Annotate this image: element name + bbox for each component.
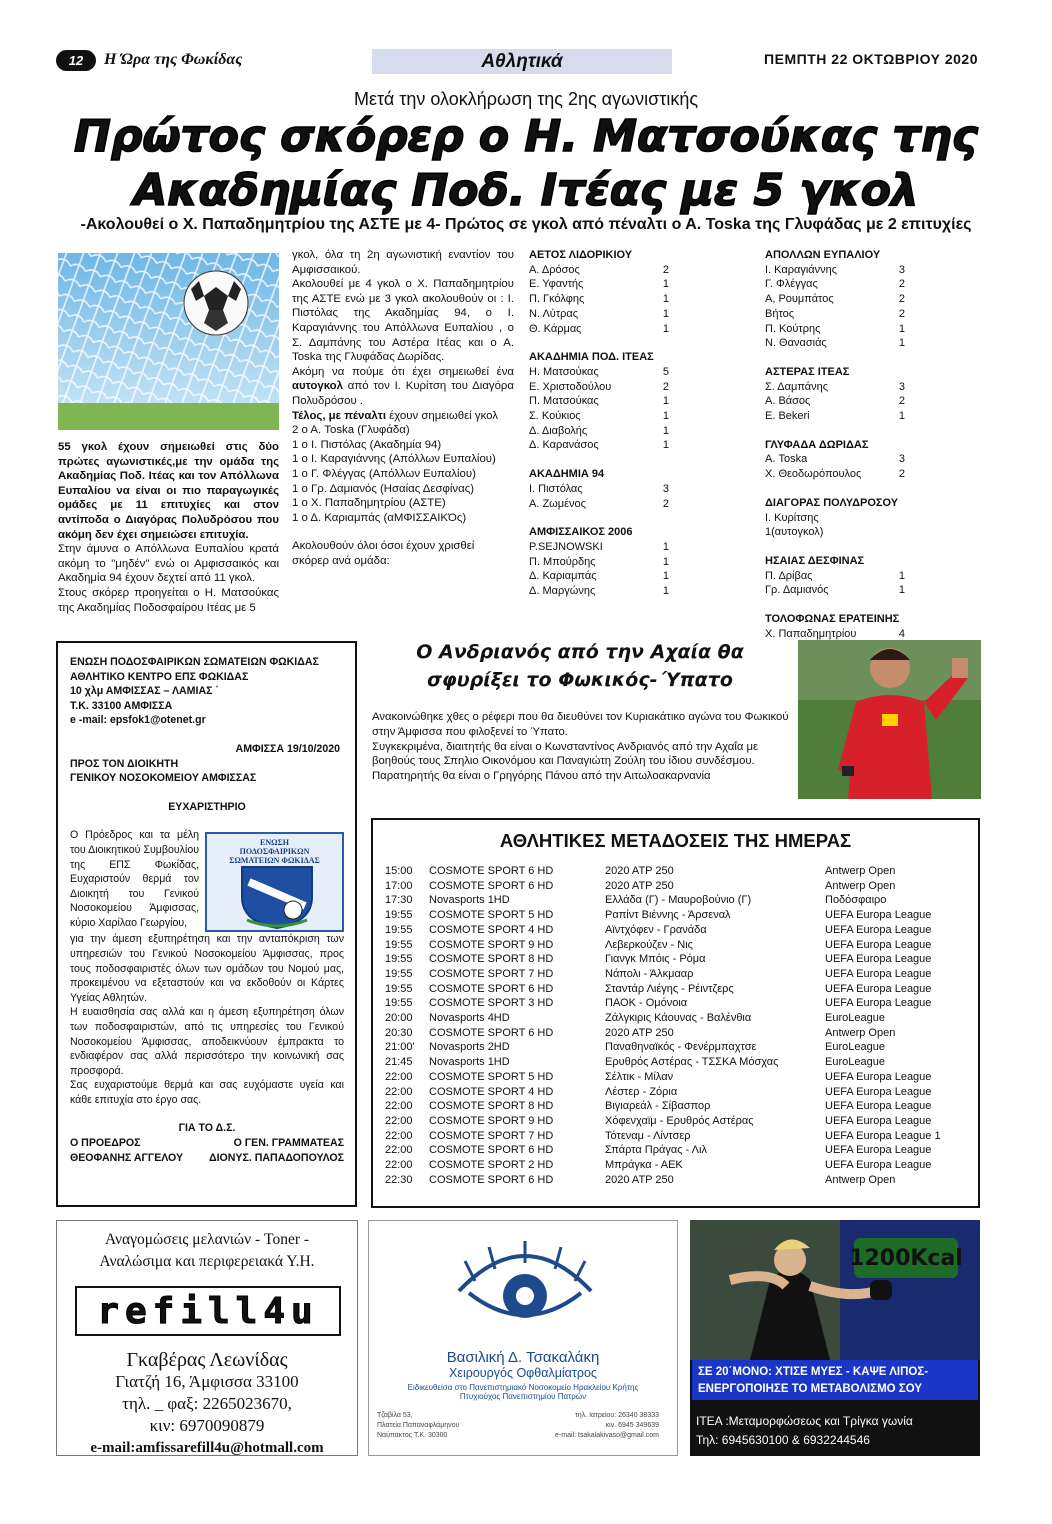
team-header: ΔΙΑΓΟΡΑΣ ΠΟΛΥΔΡΟΣΟΥ (765, 496, 899, 509)
scorer-row (765, 569, 905, 584)
scorer-row (529, 409, 669, 424)
event: Τότεναμ - Λίντσερ (605, 1129, 691, 1142)
gym-phone: Τηλ: 6945630100 & 6932244546 (696, 1433, 870, 1447)
scorer-name: Π. Ματσούκας (529, 395, 599, 408)
scorer-name: Δ. Μαργώνης (529, 585, 596, 598)
scorer-goals: 1 (898, 322, 905, 335)
channel: Novasports 4HD (429, 1012, 510, 1024)
channel: COSMOTE SPORT 6 HD (429, 1026, 554, 1039)
tv-listing-row (385, 1158, 931, 1173)
competition: Antwerp Open (825, 1026, 896, 1039)
scorer-name: Σ. Κούκιος (529, 410, 581, 423)
scorer-goals: 1 (662, 540, 669, 553)
scorer-goals: 1 (662, 424, 669, 437)
scorer-goals: 3 (898, 453, 905, 466)
scorer-name: Α. Ζωμένος (529, 497, 586, 510)
scorer-row (529, 365, 669, 380)
event: Ελλάδα (Γ) - Μαυροβούνιο (Γ) (605, 894, 752, 907)
broadcast-time: 20:00 (385, 1012, 413, 1024)
broadcast-time: 21:00' (385, 1041, 415, 1054)
scorer-row (529, 307, 669, 322)
channel: Novasports 2HD (429, 1041, 510, 1054)
letter-org: ΕΝΩΣΗ ΠΟΔΟΣΦΑΙΡΙΚΩΝ ΣΩΜΑΤΕΙΩΝ ΦΩΚΙΔΑΣ (70, 656, 319, 668)
scorer-goals: 3 (662, 482, 669, 495)
gym-ad (690, 1220, 980, 1456)
competition: Ποδόσφαιρο (825, 894, 887, 907)
competition: UEFA Europa League (825, 1070, 932, 1083)
scorer-row (529, 555, 669, 570)
letter-org: 10 χλμ ΑΜΦΙΣΣΑΣ – ΛΑΜΙΑΣ ΄ (70, 685, 219, 698)
scorer-row (765, 336, 905, 351)
scorer-row (529, 482, 669, 497)
channel: COSMOTE SPORT 3 HD (429, 997, 554, 1010)
penalty-line: 1 ο Γ. Φλέγγας (Απόλλων Ευπαλίου) (292, 467, 476, 480)
event: 2020 ATP 250 (605, 865, 674, 877)
penalty-line: 2 ο Α. Toska (Γλυφάδα) (292, 424, 410, 437)
tv-listing-row (385, 1099, 931, 1114)
event: Σπάρτα Πράγας - Λιλ (605, 1144, 707, 1157)
scorer-name: Ι. Πιστόλας (529, 482, 583, 495)
event: Γιανγκ Μπόις - Ρόμα (605, 953, 706, 966)
tv-listing-row (385, 1070, 931, 1085)
letter-org: ΑΘΛΗΤΙΚΟ ΚΕΝΤΡΟ ΕΠΣ ΦΩΚΙΔΑΣ (70, 670, 249, 683)
event: Αϊντχόφεν - Γρανάδα (605, 923, 707, 936)
event: Νάπολι - Άλκμααρ (605, 967, 694, 980)
event: 2020 ATP 250 (605, 879, 674, 892)
team-header: ΑΚΑΔΗΜΙΑ 94 (529, 468, 605, 481)
letter-date: ΑΜΦΙΣΣΑ 19/10/2020 (235, 742, 340, 755)
channel: COSMOTE SPORT 6 HD (429, 879, 554, 892)
channel: COSMOTE SPORT 7 HD (429, 1129, 554, 1142)
scorer-goals: 3 (898, 263, 905, 276)
thank-you-letter (56, 641, 357, 1207)
scorer-name: Ε. Χριστοδούλου (529, 380, 612, 393)
competition: UEFA Europa League 1 (825, 1129, 941, 1142)
scorer-name: Δ. Καριαμπάς (529, 570, 597, 583)
ophthalmologist-ad: Βασιλική Δ. Τσακαλάκη Χειρουργός Οφθαλμίατρος Ειδικευθείσα στο Πανεπιστημιακό Νοσοκομείο Ηρακλείου Κρήτης Πτυχιούχος Πανεπιστημίου Πατρών Τζαβίλα 53, Πλατεία Παπαναφλάμηνου Ναύπακτος Τ.Κ. 30300 τηλ. Ιατρείου: 26340 38333 κιν. 6945 349639 e-mail: tsakalakivaso@gmail.com (368, 1220, 678, 1456)
competition: UEFA Europa League (825, 997, 932, 1010)
scorer-name: Δ. Διαβολής (529, 424, 588, 437)
channel: COSMOTE SPORT 8 HD (429, 1100, 554, 1113)
competition: EuroLeague (825, 1041, 885, 1054)
article-paragraph: Ακολουθούν όλοι όσοι έχουν χρισθεί σκόρερ ανά ομάδα: (292, 540, 475, 567)
signature-name: ΔΙΟΝΥΣ. ΠΑΠΑΔΟΠΟΥΛΟΣ (208, 1151, 344, 1164)
letter-recipient: ΓΕΝΙΚΟΥ ΝΟΣΟΚΟΜΕΙΟΥ ΑΜΦΙΣΣΑΣ (70, 772, 257, 785)
tv-listing-row (385, 982, 931, 997)
article-paragraph: γκολ, όλα τη 2η αγωνιστική εναντίον του Αμφισσαικού. (292, 249, 514, 276)
scorer-row (529, 424, 669, 439)
scorer-name: Α, Ρουμπάτος (765, 293, 834, 306)
scorer-goals: 5 (662, 365, 669, 378)
scorer-row (765, 394, 905, 409)
scorer-row (765, 307, 905, 322)
tv-listing-row (385, 1011, 885, 1026)
headline-line-2: Ακαδημίας Ποδ. Ιτέας με 5 γκολ (133, 165, 919, 216)
event: Βιγιαρεάλ - Σίβασπορ (605, 1100, 711, 1113)
broadcast-time: 19:55 (385, 953, 413, 966)
signature-title: Ο ΠΡΟΕΔΡΟΣ (70, 1137, 141, 1150)
scorer-name: Π. Γκόλφης (529, 293, 585, 306)
letter-recipient: ΠΡΟΣ ΤΟΝ ΔΙΟΙΚΗΤΗ (70, 757, 179, 770)
event: Σέλτικ - Μίλαν (605, 1070, 674, 1083)
broadcast-time: 22:30 (385, 1173, 413, 1186)
scorer-goals: 1 (898, 569, 905, 582)
team-header: ΤΟΛΟΦΩΝΑΣ ΕΡΑΤΕΙΝΗΣ (765, 613, 900, 626)
competition: Antwerp Open (825, 1173, 896, 1186)
scorer-name: Ι. Κυρίτσης 1(αυτογκολ) (765, 511, 824, 539)
article-column-1 (58, 440, 279, 615)
tv-listing-row (385, 1173, 895, 1188)
article-subhead: -Ακολουθεί ο Χ. Παπαδημητρίου της ΑΣΤΕ με 4- Πρώτος σε γκολ από πέναλτι ο Α. Toska της Γλυφάδας με 2 επιτυχίες (80, 216, 972, 233)
scorer-name: Π. Μπούρδης (529, 555, 596, 568)
broadcast-time: 19:55 (385, 938, 413, 951)
letter-body: για την άμεση εξυπηρέτηση και την ανταπόκριση των υπηρεσιών του Γενικού Νοσοκομείου Άμφισσας, προς τους ποδοσφαιριστές όλων των ομάδων του Νομού μας, προκειμένου να εξεταστούν και να εκδοθούν οι Κάρτες Υγείας Αθλητών. (70, 933, 344, 1004)
scorer-row (529, 540, 669, 555)
competition: Antwerp Open (825, 879, 896, 892)
tv-listings-title: ΑΘΛΗΤΙΚΕΣ ΜΕΤΑΔΟΣΕΙΣ ΤΗΣ ΗΜΕΡΑΣ (499, 830, 852, 851)
letter-board: ΓΙΑ ΤΟ Δ.Σ. (178, 1122, 236, 1135)
scorer-row (529, 380, 669, 395)
scorer-name: Ε. Bekeri (765, 410, 810, 423)
event: Σταντάρ Λιέγης - Ρέιντζερς (605, 982, 734, 995)
letter-org: Τ.Κ. 33100 ΑΜΦΙΣΣΑ (70, 699, 173, 712)
scorer-goals: 1 (662, 395, 669, 408)
broadcast-time: 22:00 (385, 1100, 413, 1113)
1200kcal-logo: 1200Kcal (854, 1238, 958, 1278)
letter-body: Η ευαισθησία σας αλλά και η άμεση εξυπηρέτηση όλων των ποδοσφαιριστών, από τις υπηρεσίες του Γενικού Νοσοκομείου Άμφισσας, αποδεικνύουν έμπρακτα το ενδιαφέρον σας αλλά περισσότερο την κοινωνική σας προσφορά. (70, 1006, 344, 1077)
competition: EuroLeague (825, 1012, 885, 1024)
channel: COSMOTE SPORT 7 HD (429, 967, 554, 980)
scorer-row (765, 292, 905, 307)
scorer-goals: 1 (662, 410, 669, 423)
article-paragraph: 55 γκολ έχουν σημειωθεί στις δύο πρώτες αγωνιστικές,με την ομάδα της Ακαδημίας Ποδ. Ιτέας και τον Απόλλωνα Ευπαλίου να είναι οι πιο παραγωγικές ομάδες με 11 επιτυχίες και στον αντίποδα ο Διαγόρας Πολυδρόσου που ακόμη δεν έχει σημειώσει επιτυχία. (58, 441, 279, 541)
tv-listing-row (385, 1143, 931, 1158)
scorer-name: Π. Κούτρης (765, 322, 821, 335)
competition: UEFA Europa League (825, 923, 932, 936)
competition: UEFA Europa League (825, 1085, 932, 1098)
scorer-row (529, 569, 669, 584)
channel: COSMOTE SPORT 9 HD (429, 1114, 554, 1127)
scorer-goals: 2 (662, 380, 669, 393)
competition: UEFA Europa League (825, 909, 932, 922)
scorer-goals: 1 (662, 555, 669, 568)
scorer-goals: 2 (662, 497, 669, 510)
scorer-goals: 1 (898, 584, 905, 597)
tv-listing-row (385, 1129, 941, 1144)
scorer-row (765, 380, 905, 395)
team-header: ΑΕΤΟΣ ΛΙΔΟΡΙΚΙΟΥ (529, 249, 633, 261)
headline-line-1: Πρώτος σκόρερ ο Η. Ματσούκας της (74, 111, 978, 162)
refill4u-logo: refill4u (75, 1286, 341, 1336)
competition: EuroLeague (825, 1056, 885, 1069)
competition: Antwerp Open (825, 865, 896, 877)
channel: COSMOTE SPORT 6 HD (429, 865, 554, 877)
broadcast-time: 19:55 (385, 923, 413, 936)
channel: COSMOTE SPORT 4 HD (429, 1085, 554, 1098)
eps-fokidas-logo: ΕΝΩΣΗ ΠΟΔΟΣΦΑΙΡΙΚΩΝ ΣΩΜΑΤΕΙΩΝ ΦΩΚΙΔΑΣ (205, 832, 344, 932)
scorer-goals: 1 (898, 337, 905, 350)
tv-listing-row (385, 1114, 931, 1129)
broadcast-time: 19:55 (385, 997, 413, 1010)
scorer-goals: 1 (662, 570, 669, 583)
scorer-row (529, 263, 669, 278)
event: Ραπίντ Βιέννης - Άρσεναλ (605, 909, 731, 922)
scorer-goals: 1 (662, 307, 669, 320)
tv-listing-row (385, 996, 931, 1011)
gym-promo: ΣΕ 20΄ΜΟΝΟ: ΧΤΙΣΕ ΜΥΕΣ - ΚΑΨΕ ΛΙΠΟΣ- ΕΝΕΡΓΟΠΟΙΗΣΕ ΤΟ ΜΕΤΑΒΟΛΙΣΜΟ ΣΟΥ (692, 1360, 978, 1400)
scorer-goals: 1 (662, 585, 669, 598)
section-title: Αθλητικά (372, 49, 672, 74)
tv-listing-row (385, 1026, 895, 1041)
scorer-name: Γρ. Δαμιανός (765, 584, 829, 597)
event: Παναθηναϊκός - Φενέρμπαχτσε (605, 1041, 757, 1054)
issue-date: ΠΕΜΠΤΗ 22 ΟΚΤΩΒΡΙΟΥ 2020 (764, 51, 978, 67)
scorer-goals: 2 (898, 468, 905, 481)
scorer-row (765, 409, 905, 424)
channel: COSMOTE SPORT 2 HD (429, 1159, 554, 1171)
scorer-name: Γ. Φλέγγας (765, 278, 818, 291)
scorer-row (529, 277, 669, 292)
broadcast-time: 17:30 (385, 894, 413, 907)
channel: Novasports 1HD (429, 1056, 510, 1069)
scorer-name: P.SEJNOWSKI (529, 540, 603, 553)
refill4u-ad: Αναγομώσεις μελανιών - Toner - Αναλώσιμα και περιφερειακά Υ.Η. refill4u Γκαβέρας Λεωνίδας Γιατζή 16, Άμφισσα 33100 τηλ. _ φαξ: 2265023670, κιν: 6970090879 e-mail:amfissarefill4u@hotmall.com (56, 1220, 358, 1456)
tv-listing-row (385, 879, 895, 894)
competition: UEFA Europa League (825, 1114, 932, 1127)
channel: COSMOTE SPORT 5 HD (429, 909, 554, 922)
broadcast-time: 22:00 (385, 1159, 413, 1171)
scorer-name: Ν. Θανασιάς (765, 337, 827, 350)
doctor-name: Βασιλική Δ. Τσακαλάκη (446, 1349, 600, 1366)
scorer-name: Ι. Καραγιάννης (765, 263, 838, 276)
letter-body: Σας ευχαριστούμε θερμά και σας ευχόμαστε υγεία και κάθε επιτυχία στο έργο σας. (70, 1079, 344, 1106)
tv-listing-row (385, 923, 931, 938)
scorer-goals: 4 (898, 627, 905, 640)
scorer-name: Ν. Λύτρας (529, 307, 579, 320)
scorers-table-right (765, 248, 905, 641)
competition: UEFA Europa League (825, 1144, 932, 1157)
scorer-goals: 2 (898, 307, 905, 320)
scorer-goals: 1 (662, 278, 669, 291)
article-paragraph: Ακόμη να πούμε ότι έχει σημειωθεί ένα αυτογκολ από τον Ι. Κυρίτση του Διαγόρα Πολυδρόσου . (292, 365, 514, 407)
scorer-goals: 2 (898, 278, 905, 291)
article-paragraph: Στους σκόρερ προηγείται ο Η. Ματσούκας της Ακαδημίας Ποδοσφαίρου Ιτέας με 5 (58, 586, 279, 614)
event: 2020 ATP 250 (605, 1026, 674, 1039)
soccer-ball-photo (58, 253, 279, 430)
channel: COSMOTE SPORT 8 HD (429, 953, 554, 966)
scorers-table-left (529, 248, 669, 599)
scorer-goals: 2 (898, 395, 905, 408)
scorer-name: Δ. Καρανάσος (529, 439, 599, 452)
competition: UEFA Europa League (825, 938, 932, 951)
scorer-row (529, 584, 669, 599)
channel: Novasports 1HD (429, 894, 510, 907)
scorer-goals: 2 (898, 293, 905, 306)
event: Ζάλγκιρις Κάουνας - Βαλένθια (605, 1012, 752, 1024)
scorer-row (765, 583, 905, 598)
penalty-line: 1 ο Ι. Πιστόλας (Ακαδημία 94) (292, 438, 442, 451)
event: Λεβερκούζεν - Νις (605, 938, 693, 951)
competition: UEFA Europa League (825, 967, 932, 980)
scorer-goals: 3 (898, 380, 905, 393)
tv-listing-row (385, 864, 895, 879)
competition: UEFA Europa League (825, 982, 932, 995)
referee-photo (798, 640, 981, 799)
scorer-row (529, 322, 669, 337)
broadcast-time: 19:55 (385, 909, 413, 922)
broadcast-time: 20:30 (385, 1026, 413, 1039)
broadcast-time: 22:00 (385, 1144, 413, 1157)
scorer-goals (875, 511, 905, 540)
tv-listing-row (385, 938, 931, 953)
scorer-name: Α. Δρόσος (529, 263, 580, 276)
channel: COSMOTE SPORT 9 HD (429, 938, 554, 951)
channel: COSMOTE SPORT 4 HD (429, 923, 554, 936)
team-header: ΑΣΤΕΡΑΣ ΙΤΕΑΣ (765, 365, 850, 378)
channel: COSMOTE SPORT 6 HD (429, 1144, 554, 1157)
broadcast-time: 22:00 (385, 1085, 413, 1098)
letter-body: Ο Πρόεδρος και τα μέλη του Διοικητικού Συμβουλίου της ΕΠΣ Φωκίδας, Ευχαριστούν θερμά τον Διοικητή του Γενικού Νοσοκομείου Άμφισσας, κύριο Χαρίλαο Γεωργίου, (70, 829, 200, 929)
newspaper-name: Η Ώρα της Φωκίδας (104, 51, 243, 68)
team-header: ΑΚΑΔΗΜΙΑ ΠΟΔ. ΙΤΕΑΣ (529, 351, 654, 364)
channel: COSMOTE SPORT 6 HD (429, 982, 554, 995)
event: 2020 ATP 250 (605, 1173, 674, 1186)
scorer-goals: 1 (662, 439, 669, 452)
penalty-line: 1 ο Γρ. Δαμιανός (Ησαίας Δεσφίνας) (292, 482, 474, 495)
event: Χόφενχαϊμ - Ερυθρός Αστέρας (605, 1114, 754, 1127)
team-header: ΑΠΟΛΛΩΝ ΕΥΠΑΛΙΟΥ (765, 249, 881, 261)
tv-listings-box (371, 818, 980, 1208)
channel: COSMOTE SPORT 6 HD (429, 1173, 554, 1186)
scorer-name: Σ. Δαμπάνης (765, 380, 829, 393)
scorer-row (765, 511, 905, 540)
scorer-row (765, 322, 905, 337)
scorer-goals: 1 (662, 293, 669, 306)
scorer-name: Α. Βάσος (765, 395, 811, 408)
letter-email: e -mail: epsfok1@otenet.gr (70, 714, 206, 727)
event: Μπράγκα - ΑΕΚ (605, 1159, 683, 1171)
signature-title: Ο ΓΕΝ. ΓΡΑΜΜΑΤΕΑΣ (233, 1137, 344, 1150)
team-header: ΗΣΑΙΑΣ ΔΕΣΦΙΝΑΣ (765, 554, 865, 567)
article-paragraph: Ακολουθεί με 4 γκολ ο Χ. Παπαδημητρίου της ΑΣΤΕ ενώ με 3 γκολ ακολουθούν οι : Ι. Πιστόλας της Ακαδημίας 94, ο Ι. Καραγιάννης του Απόλλωνα Ευπαλίου , ο Σ. Δαμπάνης του Αστέρα Ιτέας και ο Α. Toska της Γλυφάδας Δωρίδας. (292, 278, 514, 364)
referee-headline: Ο Ανδριανός από την Αχαία θα σφυρίξει το Φωκικός-΄Υπατο (416, 641, 744, 691)
team-header: ΑΜΦΙΣΣΑΙΚΟΣ 2006 (529, 526, 633, 539)
event: ΠΑΟΚ - Ομόνοια (605, 997, 688, 1010)
scorer-row (529, 292, 669, 307)
scorer-row (765, 263, 905, 278)
scorer-goals: 1 (898, 410, 905, 423)
article-column-2 (292, 248, 514, 568)
competition: UEFA Europa League (825, 1159, 932, 1171)
scorer-row (529, 394, 669, 409)
tv-listing-row (385, 1085, 931, 1100)
scorer-row (529, 438, 669, 453)
scorer-row (765, 277, 905, 292)
tv-listing-row (385, 893, 886, 908)
broadcast-time: 22:00 (385, 1129, 413, 1142)
competition: UEFA Europa League (825, 953, 932, 966)
scorer-goals: 2 (662, 263, 669, 276)
gym-address: ΙΤΕΑ :Μεταμορφώσεως και Τρίγκα γωνία (696, 1414, 913, 1428)
article-paragraph: Τέλος, με πέναλτι έχουν σημειωθεί γκολ (292, 409, 498, 422)
competition: UEFA Europa League (825, 1100, 932, 1113)
scorer-goals: 1 (662, 322, 669, 335)
tv-listing-row (385, 952, 931, 967)
broadcast-time: 22:00 (385, 1070, 413, 1083)
channel: COSMOTE SPORT 5 HD (429, 1070, 554, 1083)
scorer-name: Βήτος (765, 307, 795, 320)
tv-listing-row (385, 908, 931, 923)
scorer-row (529, 497, 669, 512)
tv-listing-row (385, 1040, 885, 1055)
scorer-name: Χ. Παπαδημητρίου (765, 627, 857, 640)
scorer-name: Η. Ματσούκας (529, 365, 599, 378)
signature-name: ΘΕΟΦΑΝΗΣ ΑΓΓΕΛΟΥ (70, 1151, 184, 1164)
article-headline (30, 110, 1022, 218)
broadcast-time: 19:55 (385, 982, 413, 995)
letter-title: ΕΥΧΑΡΙΣΤΗΡΙΟ (168, 800, 246, 813)
broadcast-time: 19:55 (385, 967, 413, 980)
scorer-row (765, 452, 905, 467)
penalty-line: 1 ο Δ. Καριαμπάς (αΜΦΙΣΣΑΙΚΌς) (292, 511, 467, 524)
referee-article-text: Ανακοινώθηκε χθες ο ρέφερι που θα διευθύνει τον Κυριακάτικο αγώνα του Φωκικού στην Άμφισσα που φιλοξενεί το Ύπατο. Συγκεκριμένα, διαιτητής θα είναι ο Κωνσταντίνος Ανδριανός από την Αχαΐα με βοηθούς τους Σπηλιο Οικονόμου και Παναγιώτη Ζούλη του ίδιου συνδέσμου. Παρατηρητής θα είναι ο Γρηγόρης Πάνου από την Αιτωλοακαρνανία (372, 711, 789, 783)
penalty-line: 1 ο Χ. Παπαδημητρίου (ΑΣΤΕ) (292, 497, 446, 510)
tv-listing-row (385, 1055, 885, 1070)
eye-icon (455, 1241, 595, 1333)
ad-contact-name: Γκαβέρας Λεωνίδας (126, 1349, 288, 1371)
article-kicker: Μετά την ολοκλήρωση της 2ης αγωνιστικής (353, 89, 699, 109)
article-paragraph: Στην άμυνα ο Απόλλωνα Ευπαλίου κρατά ακόμη το "μηδέν" ενώ οι Αμφισσαικός και Ακαδημία 94 έχουν δεχτεί από 11 γκολ. (58, 543, 279, 585)
scorer-name: Π. Δρίβας (765, 569, 813, 582)
scorer-name: Θ. Κάρμας (529, 322, 582, 335)
scorer-name: Χ. Θεοδωρόπουλος (765, 468, 862, 481)
broadcast-time: 15:00 (385, 865, 413, 877)
event: Λέστερ - Ζόρια (605, 1085, 678, 1098)
tv-listing-row (385, 967, 931, 982)
event: Ερυθρός Αστέρας - ΤΣΣΚΑ Μόσχας (605, 1056, 779, 1069)
team-header: ΓΛΥΦΑΔΑ ΔΩΡΙΔΑΣ (765, 438, 869, 451)
penalty-line: 1 ο Ι. Καραγιάννης (Απόλλων Ευπαλίου) (292, 453, 496, 466)
scorer-name: Ε. Υφαντής (529, 278, 584, 291)
page-number: 12 (56, 50, 96, 71)
scorer-row (765, 467, 905, 482)
broadcast-time: 17:00 (385, 879, 413, 892)
broadcast-time: 21:45 (385, 1056, 413, 1069)
scorer-name: Α. Toska (765, 453, 808, 466)
broadcast-time: 22:00 (385, 1114, 413, 1127)
